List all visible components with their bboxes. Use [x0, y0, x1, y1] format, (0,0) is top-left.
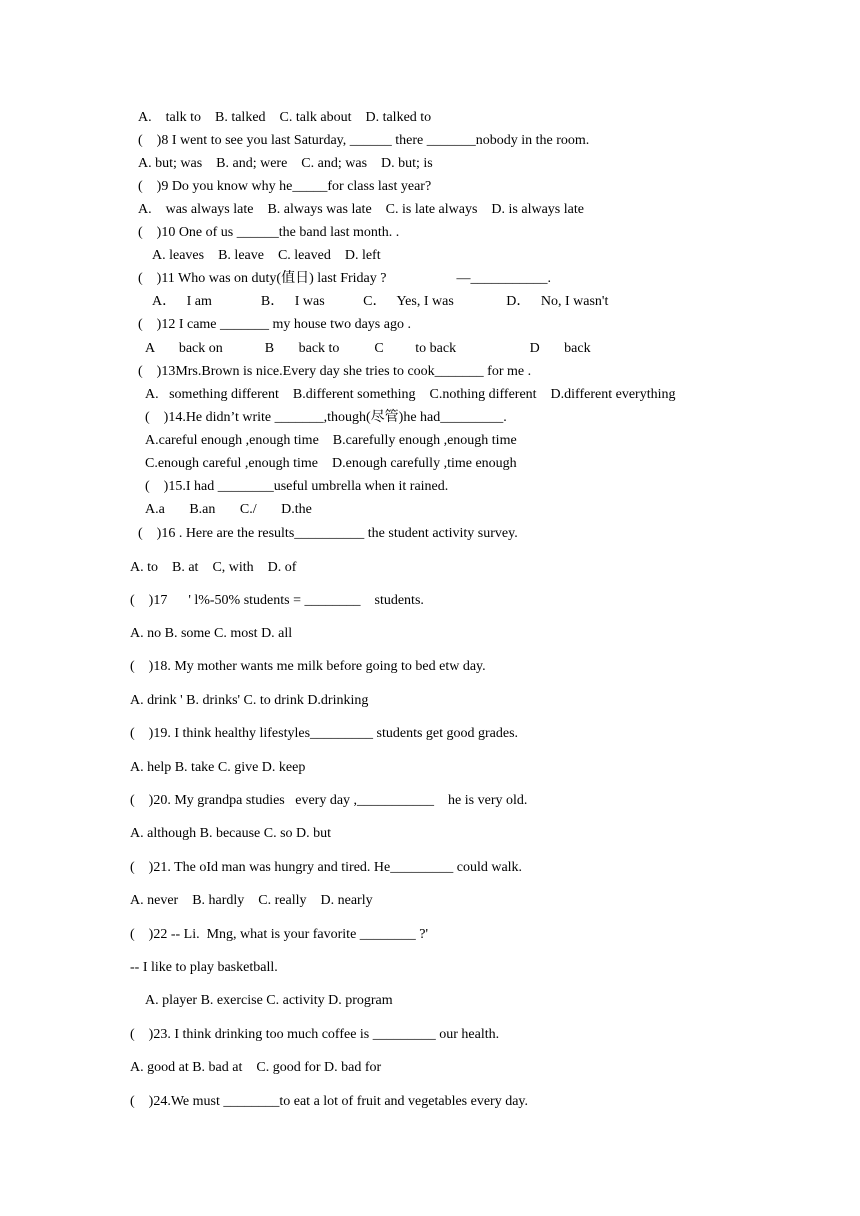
- line: ( )21. The oId man was hungry and tired. He_________ could walk.: [130, 860, 523, 875]
- line: A. something different B.different something C.nothing different D.different everything: [145, 387, 676, 402]
- line: ( )15.I had ________useful umbrella when it rained.: [145, 479, 449, 494]
- line: ( )12 I came _______ my house two days ago .: [138, 317, 411, 332]
- line: ( )19. I think healthy lifestyles_________ students get good grades.: [130, 726, 519, 741]
- line: ( )17 ' l%-50% students = ________ students.: [130, 593, 424, 608]
- line: A back on B back to C to back D back: [145, 341, 591, 356]
- line: A． I am B． I was C． Yes, I was D． No, I wasn't: [152, 294, 609, 309]
- line: A. never B. hardly C. really D. nearly: [130, 893, 373, 908]
- line: ( )9 Do you know why he_____for class last year?: [138, 179, 432, 194]
- line: ( )11 Who was on duty(值日) last Friday ? —___________.: [138, 271, 551, 286]
- line: ( )20. My grandpa studies every day ,___________ he is very old.: [130, 793, 528, 808]
- line: C.enough careful ,enough time D.enough carefully ,time enough: [145, 456, 517, 471]
- line: A. although B. because C. so D. but: [130, 826, 332, 841]
- line: A. help B. take C. give D. keep: [130, 760, 306, 775]
- line: ( )8 I went to see you last Saturday, ______ there _______nobody in the room.: [138, 133, 590, 148]
- line: ( )10 One of us ______the band last month. .: [138, 225, 400, 240]
- line: A. drink ' B. drinks' C. to drink D.drinking: [130, 693, 369, 708]
- line: A. no B. some C. most D. all: [130, 626, 293, 641]
- line: A.careful enough ,enough time B.carefully enough ,enough time: [145, 433, 517, 448]
- line: A. was always late B. always was late C. is late always D. is always late: [138, 202, 584, 217]
- line: ( )14.He didn’t write _______,though(尽管)he had_________.: [145, 410, 507, 425]
- line: A.a B.an C./ D.the: [145, 502, 312, 517]
- line: ( )16 . Here are the results__________ the student activity survey.: [138, 526, 518, 541]
- line: A. to B. at C, with D. of: [130, 560, 297, 575]
- line: ( )23. I think drinking too much coffee is _________ our health.: [130, 1027, 500, 1042]
- line: ( )24.We must ________to eat a lot of fruit and vegetables every day.: [130, 1094, 529, 1109]
- line: A. but; was B. and; were C. and; was D. but; is: [138, 156, 433, 171]
- line: ( )18. My mother wants me milk before going to bed etw day.: [130, 659, 486, 674]
- line: -- I like to play basketball.: [130, 960, 278, 975]
- line: A. good at B. bad at C. good for D. bad for: [130, 1060, 382, 1075]
- line: ( )22 -- Li. Mng, what is your favorite ________ ?': [130, 927, 429, 942]
- line: A. leaves B. leave C. leaved D. left: [152, 248, 381, 263]
- line: A. player B. exercise C. activity D. program: [145, 993, 393, 1008]
- line: A. talk to B. talked C. talk about D. talked to: [138, 110, 432, 125]
- line: ( )13Mrs.Brown is nice.Every day she tries to cook_______ for me .: [138, 364, 532, 379]
